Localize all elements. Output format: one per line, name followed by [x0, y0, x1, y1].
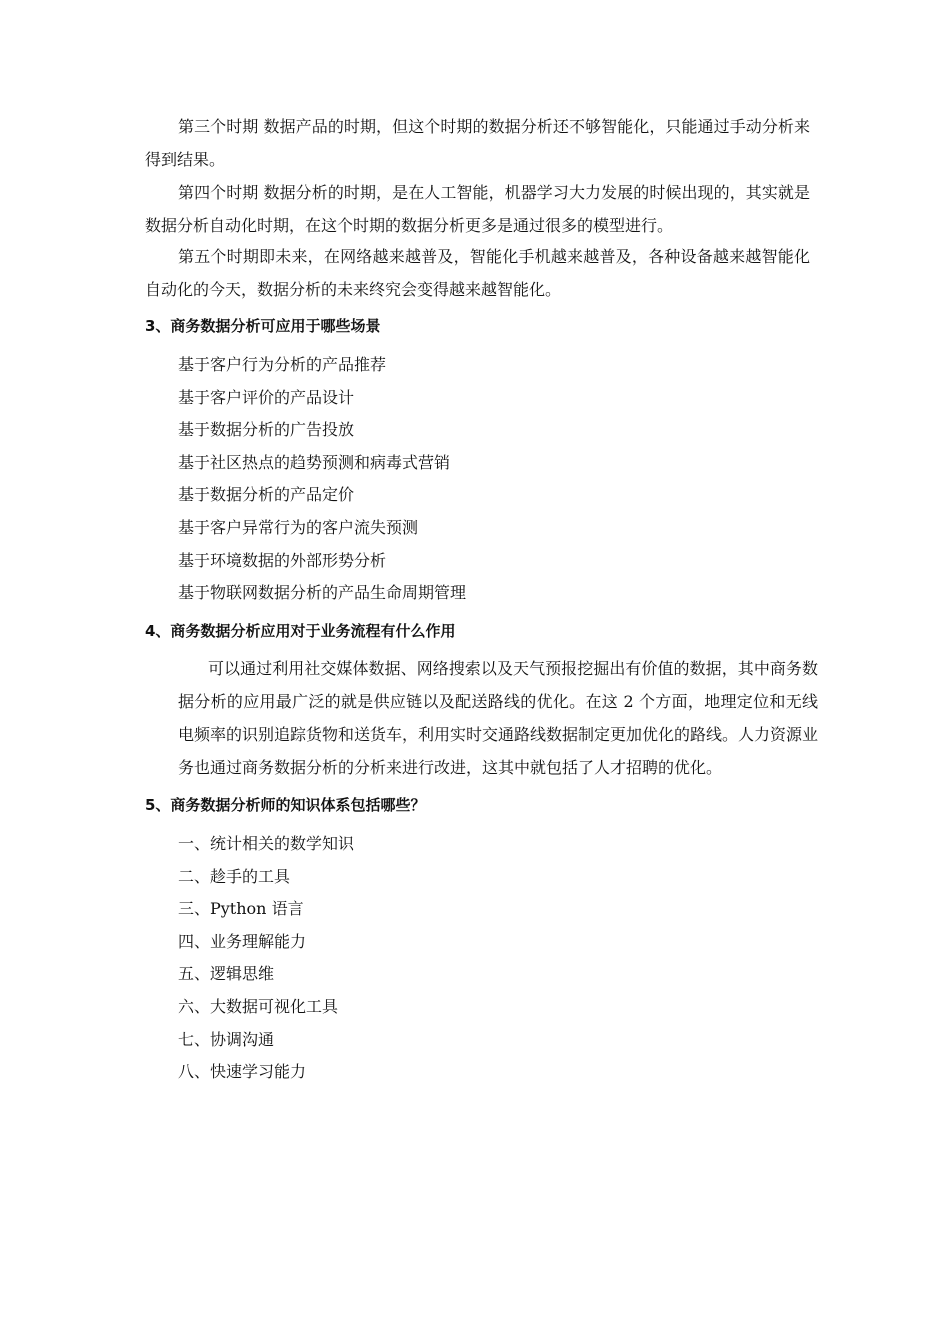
list-item: 基于数据分析的广告投放 — [178, 420, 355, 440]
list-item: 基于物联网数据分析的产品生命周期管理 — [178, 583, 467, 603]
list-item: 八、快速学习能力 — [178, 1062, 307, 1082]
paragraph-period-5: 第五个时期即未来，在网络越来越普及，智能化手机越来越普及，各种设备越来越智能化自动化的今天，数据分析的未来终究会变得越来越智能化。 — [145, 247, 810, 299]
list-item: 基于社区热点的趋势预测和病毒式营销 — [178, 452, 451, 472]
list-item: 基于客户异常行为的客户流失预测 — [178, 517, 419, 537]
list-item: 一、统计相关的数学知识 — [178, 834, 355, 853]
paragraph-period-3: 第三个时期 数据产品的时期，但这个时期的数据分析还不够智能化，只能通过手动分析来得到结果。 — [145, 117, 810, 169]
list-item: 五、逻辑思维 — [178, 964, 275, 984]
section-4-body: 可以通过利用社交媒体数据、网络搜索以及天气预报挖掘出有价值的数据，其中商务数据分析的应用最广泛的就是供应链以及配送路线的优化。在这 2 个方面，地理定位和无线电频率的识别追踪货物和送货车，利用实时交通路线数据制定更加优化的路线。人力资源业务也通过商务数据分析的分析来进行改进，这其中就包括了人才招聘的优化。 — [178, 659, 819, 777]
section-3-list — [178, 349, 466, 610]
list-item: 基于客户行为分析的产品推荐 — [178, 355, 387, 374]
list-item: 七、协调沟通 — [178, 1029, 275, 1049]
list-item: 四、业务理解能力 — [178, 931, 307, 951]
list-item: 二、趁手的工具 — [178, 866, 291, 886]
list-item: 基于客户评价的产品设计 — [178, 387, 355, 407]
list-item: 六、大数据可视化工具 — [178, 996, 339, 1016]
section-5-heading: 5、商务数据分析师的知识体系包括哪些？ — [145, 796, 426, 814]
list-item: 三、Python 语言 — [178, 899, 304, 919]
list-item: 基于环境数据的外部形势分析 — [178, 550, 387, 570]
section-3-heading: 3、商务数据分析可应用于哪些场景 — [145, 317, 381, 335]
paragraph-period-4: 第四个时期 数据分析的时期，是在人工智能，机器学习大力发展的时候出现的，其实就是数据分析自动化时期，在这个时期的数据分析更多是通过很多的模型进行。 — [145, 183, 810, 235]
section-4-heading: 4、商务数据分析应用对于业务流程有什么作用 — [145, 622, 456, 640]
list-item: 基于数据分析的产品定价 — [178, 485, 355, 505]
section-5-list — [178, 828, 354, 1089]
